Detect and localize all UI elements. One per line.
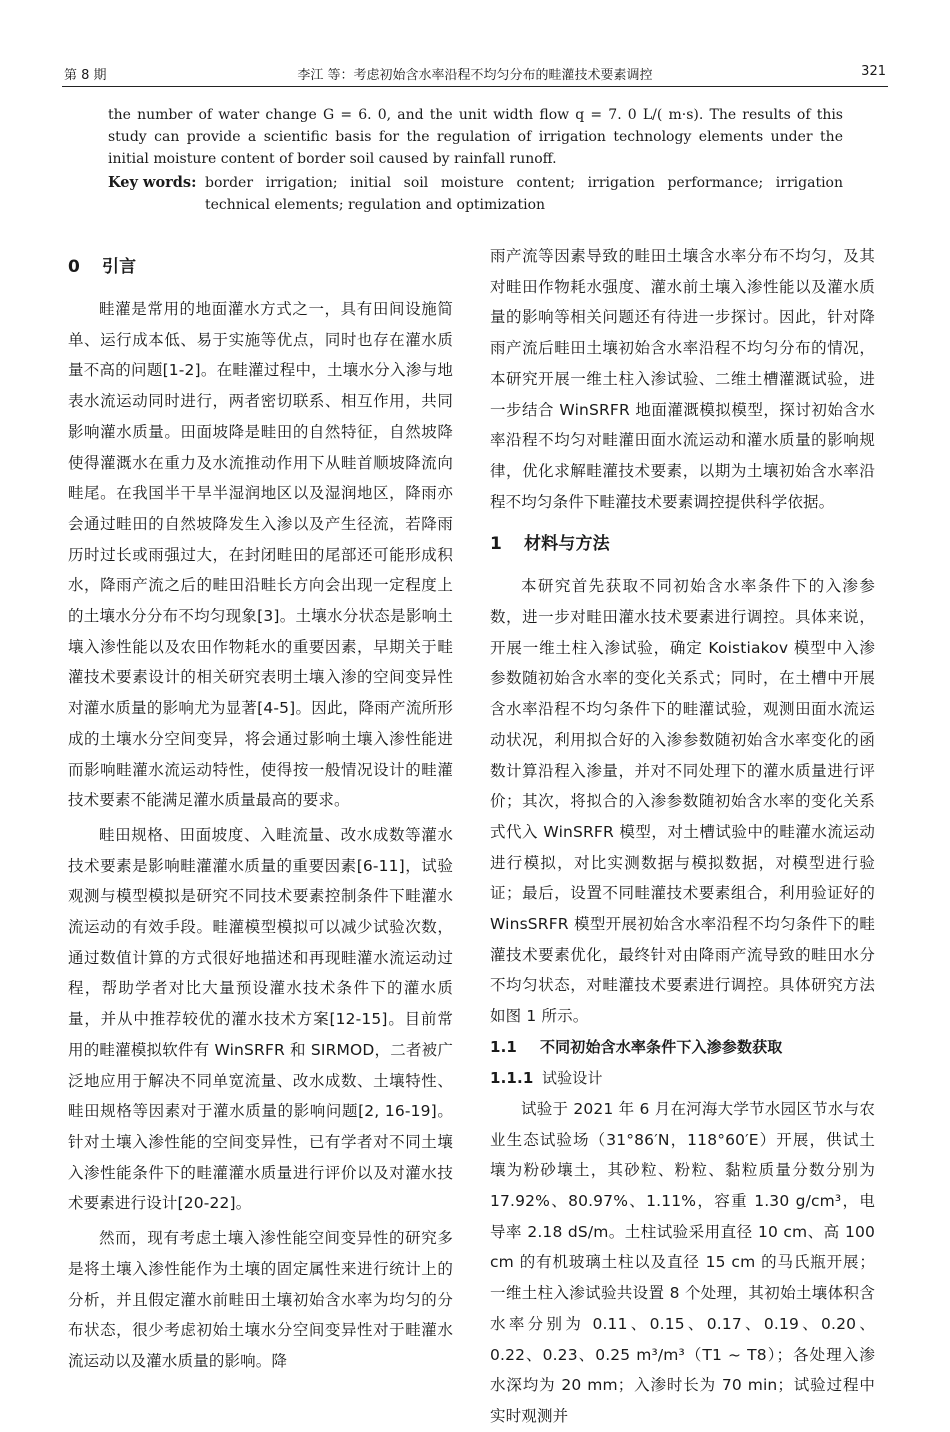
subsubsection-title: 试验设计 [542, 1068, 603, 1087]
methods-paragraph-1: 本研究首先获取不同初始含水率条件下的入渗参数，进一步对畦田灌水技术要素进行调控。具体来说，开展一维土柱入渗试验，确定 Koistiakov 模型中入渗参数随初始含水率的变化关系式；同时，在土槽中开展含水率沿程不均匀条件下的畦灌试验，观测田面水流运动状况，利用拟合好的入渗参数随初始含水率变化的函数计算沿程入渗量，并对不同处理下的灌水质量进行评价；其次，将拟合的入渗参数随初始含水率的变化关系式代入 WinSRFR 模型，对土槽试验中的畦灌水流运动进行模拟，对比实测数据与模拟数据，对模型进行验证；最后，设置不同畦灌技术要素组合，利用验证好的 WinsSRFR 模型开展初始含水率沿程不均匀条件下的畦灌技术要素优化，最终针对由降雨产流导致的畦田水分不均匀状态，对畦灌技术要素进行调控。具体研究方法如图 1 所示。 [490, 577, 875, 1026]
intro-paragraph-3-continued: 雨产流等因素导致的畦田土壤含水率分布不均匀，及其对畦田作物耗水强度、灌水前土壤入渗性能以及灌水质量的影响等相关问题还有待进一步探讨。因此，针对降雨产流后畦田土壤初始含水率沿程不均匀分布的情况，本研究开展一维土柱入渗试验、二维土槽灌溉试验，进一步结合 WinSRFR 地面灌溉模拟模型，探讨初始含水率沿程不均匀对畦灌田面水流运动和灌水质量的影响规律，优化求解畦灌技术要素，以期为土壤初始含水率沿程不均匀条件下畦灌技术要素调控提供科学依据。 [490, 247, 875, 511]
intro-paragraph-1: 畦灌是常用的地面灌水方式之一，具有田间设施简单、运行成本低、易于实施等优点，同时也存在灌水质量不高的问题[1-2]。在畦灌过程中，土壤水分入渗与地表水流运动同时进行，两者密切联系、相互作用，共同影响灌水质量。田面坡降是畦田的自然特征，自然坡降使得灌溉水在重力及水流推动作用下从畦首顺坡降流向畦尾。在我国半干旱半湿润地区以及湿润地区，降雨亦会通过畦田的自然坡降发生入渗以及产生径流，若降雨历时过长或雨强过大，在封闭畦田的尾部还可能形成积水，降雨产流之后的畦田沿畦长方向会出现一定程度上的土壤水分分布不均匀现象[3]。土壤水分状态是影响土壤入渗性能以及农田作物耗水的重要因素，早期关于畦灌技术要素设计的相关研究表明土壤入渗的空间变异性对灌水质量的影响尤为显著[4-5]。因此，降雨产流所形成的土壤水分空间变异，将会通过影响土壤入渗性能进而影响畦灌水流运动特性，使得按一般情况设计的畦灌技术要素不能满足灌水质量最高的要求。 [68, 300, 453, 810]
keywords-text: border irrigation; initial soil moisture content; irrigation performance; irrigation technical elements; regulation and optimization [205, 175, 843, 213]
section-heading-methods [490, 527, 875, 561]
keywords [108, 172, 843, 216]
right-column [490, 241, 875, 1432]
page-number: 321 [861, 64, 886, 79]
issue-number: 第 8 期 [64, 68, 107, 83]
keywords-label: Key words: [108, 174, 197, 191]
section-title: 材料与方法 [524, 534, 610, 555]
subsubsection-heading [490, 1063, 875, 1094]
intro-paragraph-3: 然而，现有考虑土壤入渗性能空间变异性的研究多是将土壤入渗性能作为土壤的固定属性来进行统计上的分析，并且假定灌水前畦田土壤初始含水率为均匀的分布状态，很少考虑初始土壤水分空间变异性对于畦灌水流运动以及灌水质量的影响。降 [68, 1229, 453, 1370]
subsection-heading [490, 1032, 875, 1063]
subsection-number: 1.1 [490, 1037, 518, 1056]
section-heading-intro [68, 250, 453, 284]
subsection-title: 不同初始含水率条件下入渗参数获取 [540, 1037, 783, 1056]
section-title: 引言 [102, 257, 137, 277]
running-title: 李江 等：考虑初始含水率沿程不均匀分布的畦灌技术要素调控 [297, 68, 653, 83]
running-header [62, 62, 888, 87]
section-number: 1 [490, 534, 502, 555]
abstract-block [108, 104, 843, 216]
left-column [68, 250, 453, 1377]
intro-paragraph-2: 畦田规格、田面坡度、入畦流量、改水成数等灌水技术要素是影响畦灌灌水质量的重要因素[6-11]，试验观测与模型模拟是研究不同技术要素控制条件下畦灌水流运动的有效手段。畦灌模型模拟可以减少试验次数，通过数值计算的方式很好地描述和再现畦灌水流运动过程，帮助学者对比大量预设灌水技术条件下的灌水质量，并从中推荐较优的灌水技术方案[12-15]。目前常用的畦灌模拟软件有 WinSRFR 和 SIRMOD，二者被广泛地应用于解决不同单宽流量、改水成数、土壤特性、畦田规格等因素对于灌水质量的影响问题[2, 16-19]。针对土壤入渗性能的空间变异性，已有学者对不同土壤入渗性能条件下的畦灌灌水质量进行评价以及对灌水技术要素进行设计[20-22]。 [68, 825, 453, 1213]
section-number: 0 [68, 257, 80, 277]
abstract-text: the number of water change G = 6. 0, and the unit width flow q = 7. 0 L/( m·s). The results of this study can provide a scientific basis for the regulation of irrigation technology elements under the initial moisture content of border soil caused by rainfall runoff. [108, 107, 843, 167]
subsubsection-number: 1.1.1 [490, 1068, 534, 1087]
methods-paragraph-2: 试验于 2021 年 6 月在河海大学节水园区节水与农业生态试验场（31°86′N，118°60′E）开展，供试土壤为粉砂壤土，其砂粒、粉粒、黏粒质量分数分别为 17.92%、80.97%、1.11%，容重 1.30 g/cm³，电导率 2.18 dS/m。土柱试验采用直径 10 cm、高 100 cm 的有机玻璃土柱以及直径 15 cm 的马氏瓶开展；一维土柱入渗试验共设置 8 个处理，其初始土壤体积含水率分别为 0.11、0.15、0.17、0.19、0.20、0.22、0.23、0.25 m³/m³（T1 ~ T8）；各处理入渗水深均为 20 mm；入渗时长为 70 min；试验过程中实时观测并 [490, 1099, 875, 1425]
